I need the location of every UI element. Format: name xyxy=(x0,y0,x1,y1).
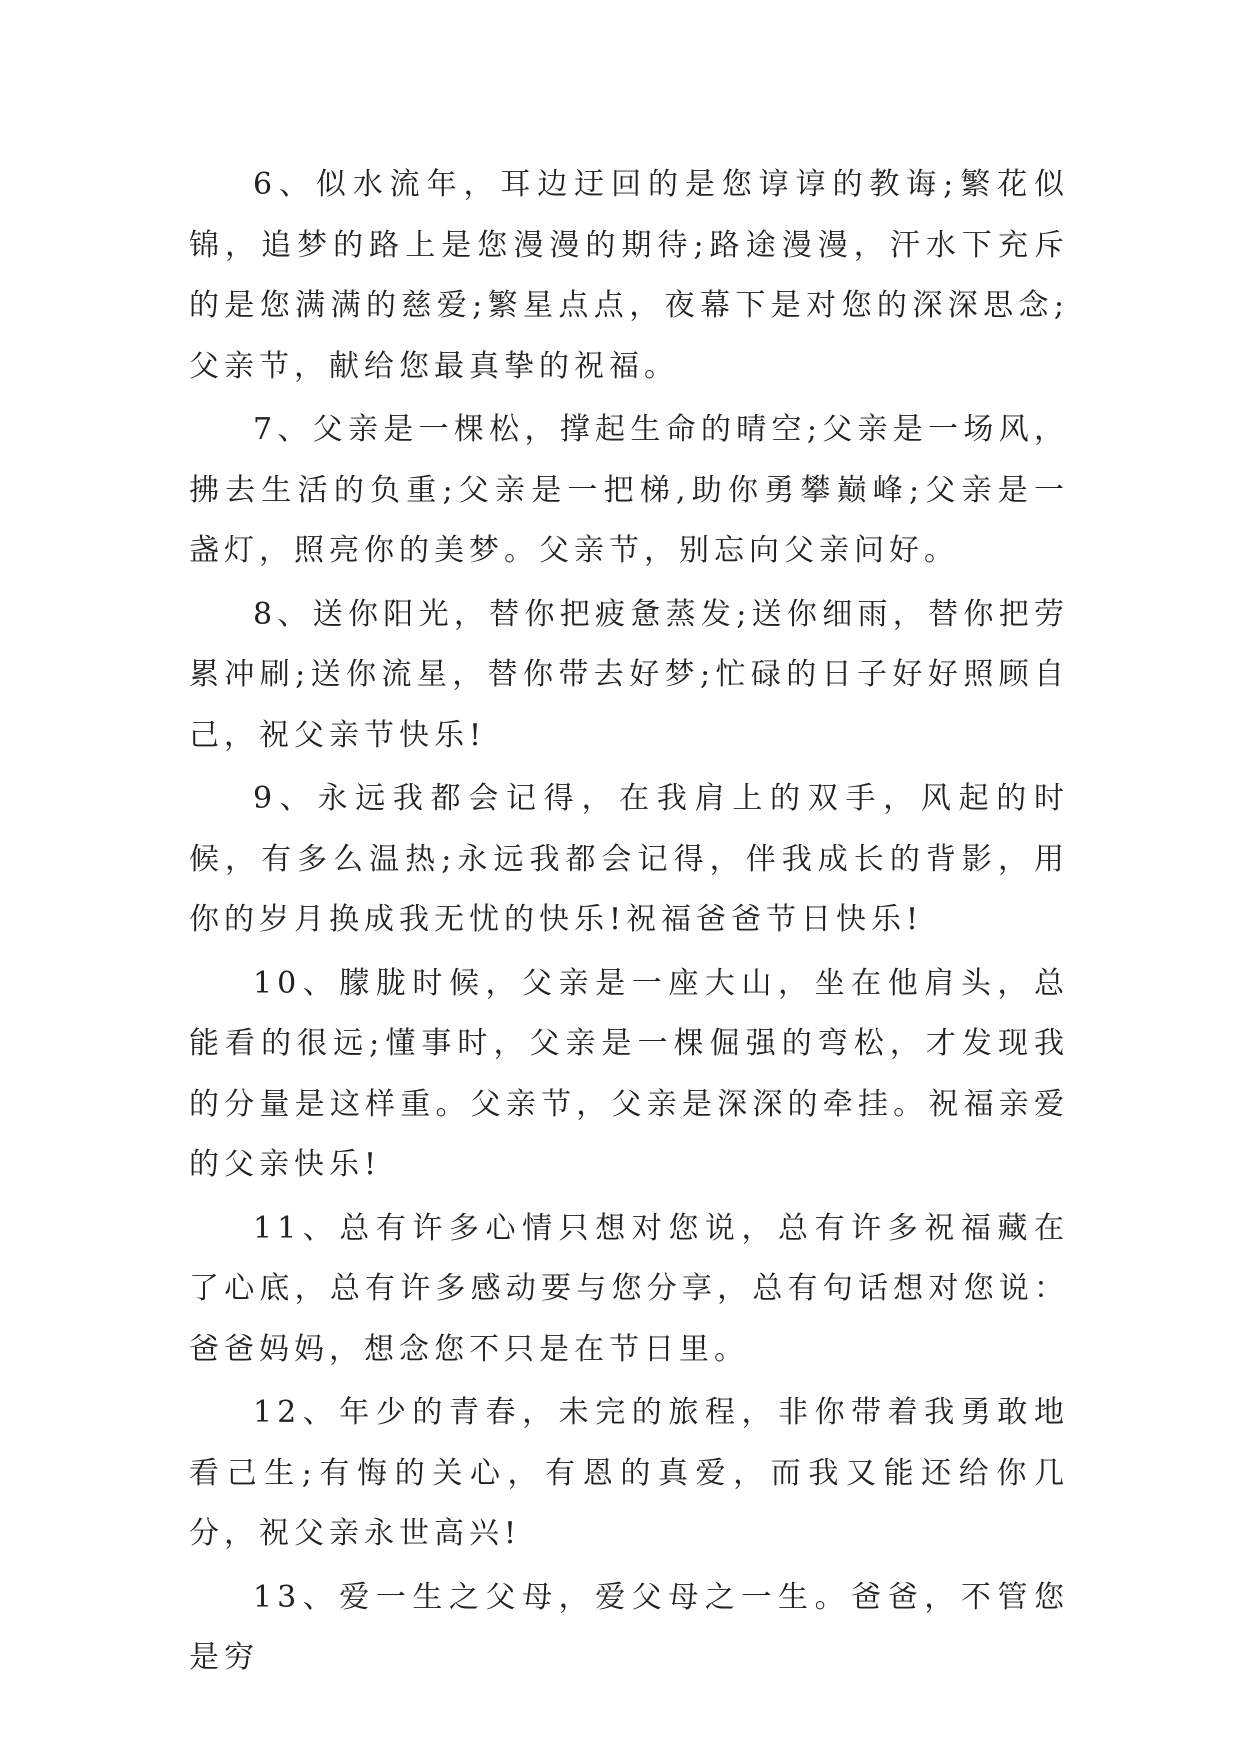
paragraph-13: 13、爱一生之父母，爱父母之一生。爸爸，不管您是穷 xyxy=(189,1579,1069,1675)
paragraph-7: 7、父亲是一棵松，撑起生命的晴空;父亲是一场风，拂去生活的负重;父亲是一把梯,助你勇攀巅峰;父亲是一盏灯，照亮你的美梦。父亲节，别忘向父亲问好。 xyxy=(189,412,1069,568)
paragraph-11: 11、总有许多心情只想对您说，总有许多祝福藏在了心底，总有许多感动要与您分享，总有句话想对您说：爸爸妈妈，想念您不只是在节日里。 xyxy=(189,1210,1069,1367)
paragraph-8: 8、送你阳光，替你把疲惫蒸发;送你细雨，替你把劳累冲刷;送你流星，替你带去好梦;忙碌的日子好好照顾自己，祝父亲节快乐! xyxy=(189,596,1069,753)
paragraph-12: 12、年少的青春，未完的旅程，非你带着我勇敢地看己生;有悔的关心，有恩的真爱，而我又能还给你几分，祝父亲永世高兴! xyxy=(189,1395,1069,1551)
paragraph-6: 6、似水流年，耳边迂回的是您谆谆的教诲;繁花似锦，追梦的路上是您漫漫的期待;路途漫漫，汗水下充斥的是您满满的慈爱;繁星点点，夜幕下是对您的深深思念;父亲节，献给您最真挚的祝福。 xyxy=(189,167,1069,384)
paragraph-9: 9、永远我都会记得，在我肩上的双手，风起的时候，有多么温热;永远我都会记得，伴我成长的背影，用你的岁月换成我无忧的快乐!祝福爸爸节日快乐! xyxy=(189,781,1069,937)
document-body xyxy=(189,155,1069,1689)
paragraph-10: 10、朦胧时候，父亲是一座大山，坐在他肩头，总能看的很远;懂事时，父亲是一棵倔强的弯松，才发现我的分量是这样重。父亲节，父亲是深深的牵挂。祝福亲爱的父亲快乐! xyxy=(189,965,1069,1182)
